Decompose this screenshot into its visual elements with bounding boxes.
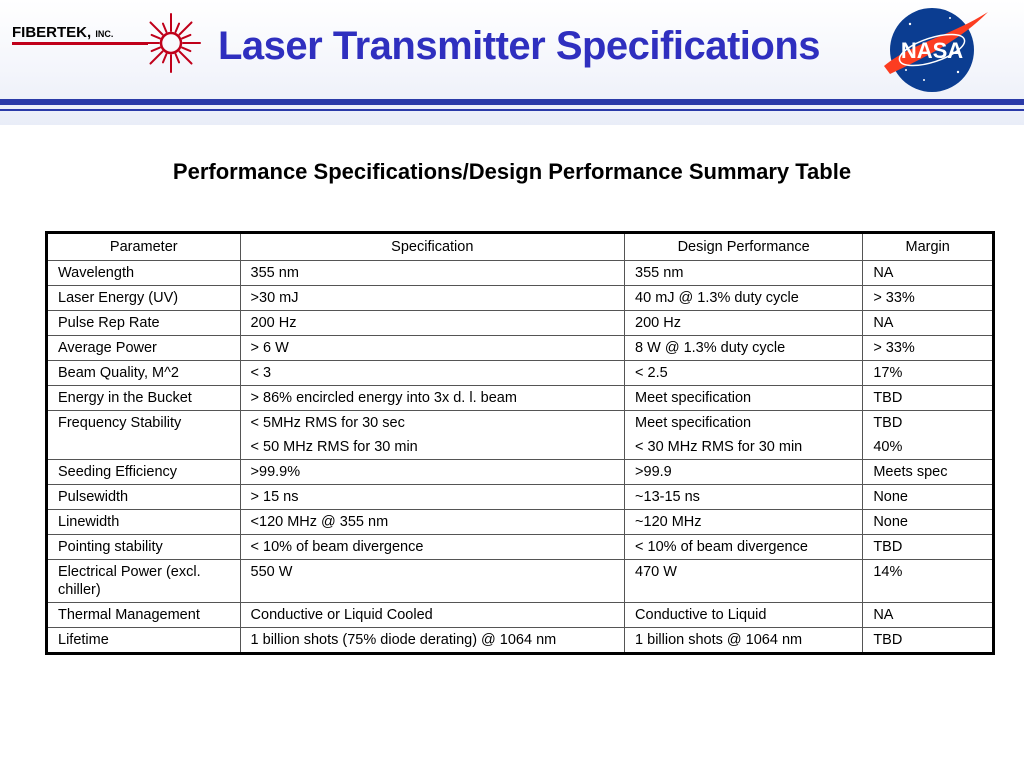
cell-design-performance-line: < 2.5	[635, 365, 668, 381]
cell-parameter: Linewidth	[47, 510, 241, 535]
cell-specification-line: > 6 W	[250, 340, 289, 356]
cell-margin-line: TBD	[873, 539, 903, 555]
cell-margin	[863, 386, 994, 411]
cell-design-performance	[625, 286, 863, 311]
cell-specification-line: < 10% of beam divergence	[250, 539, 424, 555]
cell-design-performance-line: Meet specification	[635, 415, 752, 431]
cell-parameter: Wavelength	[47, 261, 241, 286]
cell-parameter: Seeding Efficiency	[47, 460, 241, 485]
company-underline	[12, 42, 148, 45]
cell-design-performance-line: < 10% of beam divergence	[635, 539, 808, 555]
cell-margin	[863, 336, 994, 361]
cell-design-performance	[625, 386, 863, 411]
table-row	[47, 603, 994, 628]
table-row	[47, 628, 994, 654]
cell-design-performance	[625, 510, 863, 535]
starburst-ray	[176, 24, 179, 32]
table-row	[47, 286, 994, 311]
cell-design-performance-line: ~13-15 ns	[635, 489, 700, 505]
cell-specification	[240, 535, 625, 560]
table-row	[47, 336, 994, 361]
starburst-ray	[150, 22, 162, 34]
cell-specification-line: Conductive or Liquid Cooled	[250, 607, 433, 623]
cell-design-performance-line: Conductive to Liquid	[635, 607, 767, 623]
cell-margin	[863, 628, 994, 654]
header-specification: Specification	[240, 233, 625, 261]
cell-design-performance	[625, 411, 863, 460]
cell-specification-line: < 50 MHz RMS for 30 min	[250, 439, 418, 455]
cell-design-performance	[625, 361, 863, 386]
cell-specification	[240, 361, 625, 386]
header-row	[47, 233, 994, 261]
cell-specification-line: <120 MHz @ 355 nm	[250, 514, 389, 530]
slide-title: Laser Transmitter Specifications	[218, 24, 821, 68]
cell-specification-line: 200 Hz	[250, 315, 297, 331]
cell-design-performance	[625, 628, 863, 654]
cell-parameter: Beam Quality, M^2	[47, 361, 241, 386]
header-rule-thin	[0, 109, 1024, 111]
slide-header	[0, 0, 1024, 125]
cell-margin	[863, 603, 994, 628]
table-row	[47, 460, 994, 485]
spec-table-body	[47, 261, 994, 654]
starburst-ray	[176, 54, 179, 62]
table-row	[47, 510, 994, 535]
cell-margin-line: NA	[873, 265, 894, 281]
cell-margin-line: Meets spec	[873, 464, 948, 480]
starburst-ray	[182, 48, 190, 51]
header-parameter: Parameter	[47, 233, 241, 261]
nasa-logo	[880, 4, 992, 96]
cell-design-performance-line: 200 Hz	[635, 315, 681, 331]
cell-specification	[240, 510, 625, 535]
table-row	[47, 311, 994, 336]
company-suffix: INC.	[95, 29, 114, 39]
cell-margin	[863, 485, 994, 510]
header-design-performance: Design Performance	[625, 233, 863, 261]
cell-margin-line: 14%	[873, 564, 903, 580]
starburst-ray	[152, 35, 160, 38]
table-row	[47, 261, 994, 286]
cell-design-performance	[625, 261, 863, 286]
cell-specification-line: > 15 ns	[250, 489, 299, 505]
starburst-ray	[163, 24, 166, 32]
cell-specification	[240, 628, 625, 654]
cell-margin-line: > 33%	[873, 290, 915, 306]
cell-parameter: Thermal Management	[47, 603, 241, 628]
cell-margin	[863, 411, 994, 460]
cell-design-performance-line: Meet specification	[635, 390, 752, 406]
cell-margin-line: None	[873, 514, 908, 530]
cell-parameter: Electrical Power (excl. chiller)	[47, 560, 241, 603]
cell-margin-line: NA	[873, 607, 894, 623]
cell-specification	[240, 286, 625, 311]
cell-margin-line: NA	[873, 315, 894, 331]
cell-design-performance-line: < 30 MHz RMS for 30 min	[635, 439, 803, 455]
cell-margin	[863, 510, 994, 535]
cell-specification-line: >99.9%	[250, 464, 301, 480]
cell-design-performance	[625, 460, 863, 485]
cell-design-performance-line: 8 W @ 1.3% duty cycle	[635, 340, 786, 356]
cell-margin-line: None	[873, 489, 908, 505]
table-row	[47, 485, 994, 510]
cell-design-performance-line: 470 W	[635, 564, 677, 580]
cell-design-performance	[625, 560, 863, 603]
cell-design-performance-line: ~120 MHz	[635, 514, 702, 530]
nasa-logo-text: NASA	[900, 38, 964, 63]
cell-parameter: Pointing stability	[47, 535, 241, 560]
starburst-ray	[182, 35, 190, 38]
cell-margin	[863, 460, 994, 485]
cell-specification	[240, 411, 625, 460]
starburst-ray	[150, 51, 162, 63]
cell-design-performance	[625, 603, 863, 628]
cell-parameter: Energy in the Bucket	[47, 386, 241, 411]
starburst-ray	[179, 51, 191, 63]
company-label: FIBERTEK,	[12, 24, 92, 41]
table-row	[47, 560, 994, 603]
starburst-ray	[163, 54, 166, 62]
cell-parameter: Pulse Rep Rate	[47, 311, 241, 336]
cell-margin-line: 40%	[873, 439, 903, 455]
cell-specification-line: < 3	[250, 365, 272, 381]
starburst-ray	[152, 48, 160, 51]
cell-design-performance	[625, 336, 863, 361]
cell-specification-line: >30 mJ	[250, 290, 299, 306]
cell-design-performance-line: 1 billion shots @ 1064 nm	[635, 632, 803, 648]
table-row	[47, 361, 994, 386]
fibertek-logo	[8, 10, 208, 70]
cell-design-performance-line: 355 nm	[635, 265, 684, 281]
cell-margin-line: TBD	[873, 632, 903, 648]
cell-specification-line: 1 billion shots (75% diode derating) @ 1064 nm	[250, 632, 557, 648]
table-row	[47, 411, 994, 460]
company-name	[12, 24, 113, 41]
cell-margin	[863, 261, 994, 286]
cell-margin	[863, 311, 994, 336]
table-title: Performance Specifications/Design Performance Summary Table	[172, 159, 852, 184]
cell-parameter: Pulsewidth	[47, 485, 241, 510]
table-row	[47, 386, 994, 411]
cell-specification-line: > 86% encircled energy into 3x d. l. beam	[250, 390, 517, 406]
table-row	[47, 535, 994, 560]
cell-specification	[240, 460, 625, 485]
cell-specification	[240, 386, 625, 411]
cell-margin	[863, 361, 994, 386]
cell-specification	[240, 311, 625, 336]
starburst-icon	[138, 12, 204, 74]
cell-parameter: Frequency Stability	[47, 411, 241, 460]
cell-parameter: Lifetime	[47, 628, 241, 654]
starburst-ray	[179, 22, 191, 34]
cell-design-performance	[625, 535, 863, 560]
cell-specification	[240, 603, 625, 628]
cell-specification-line: 355 nm	[250, 265, 299, 281]
cell-specification	[240, 560, 625, 603]
cell-margin-line: TBD	[873, 390, 903, 406]
cell-margin-line: > 33%	[873, 340, 915, 356]
cell-design-performance	[625, 485, 863, 510]
cell-margin	[863, 560, 994, 603]
cell-parameter: Laser Energy (UV)	[47, 286, 241, 311]
cell-specification-line: < 5MHz RMS for 30 sec	[250, 415, 405, 431]
cell-margin	[863, 286, 994, 311]
cell-specification	[240, 485, 625, 510]
cell-margin-line: 17%	[873, 365, 903, 381]
cell-specification	[240, 336, 625, 361]
cell-design-performance	[625, 311, 863, 336]
header-rule-thick	[0, 99, 1024, 105]
cell-margin	[863, 535, 994, 560]
cell-specification-line: 550 W	[250, 564, 293, 580]
cell-parameter: Average Power	[47, 336, 241, 361]
spec-table	[45, 231, 995, 655]
cell-design-performance-line: 40 mJ @ 1.3% duty cycle	[635, 290, 799, 306]
spec-table-head	[47, 233, 994, 261]
cell-design-performance-line: >99.9	[635, 464, 672, 480]
cell-specification	[240, 261, 625, 286]
cell-margin-line: TBD	[873, 415, 903, 431]
header-margin: Margin	[863, 233, 994, 261]
